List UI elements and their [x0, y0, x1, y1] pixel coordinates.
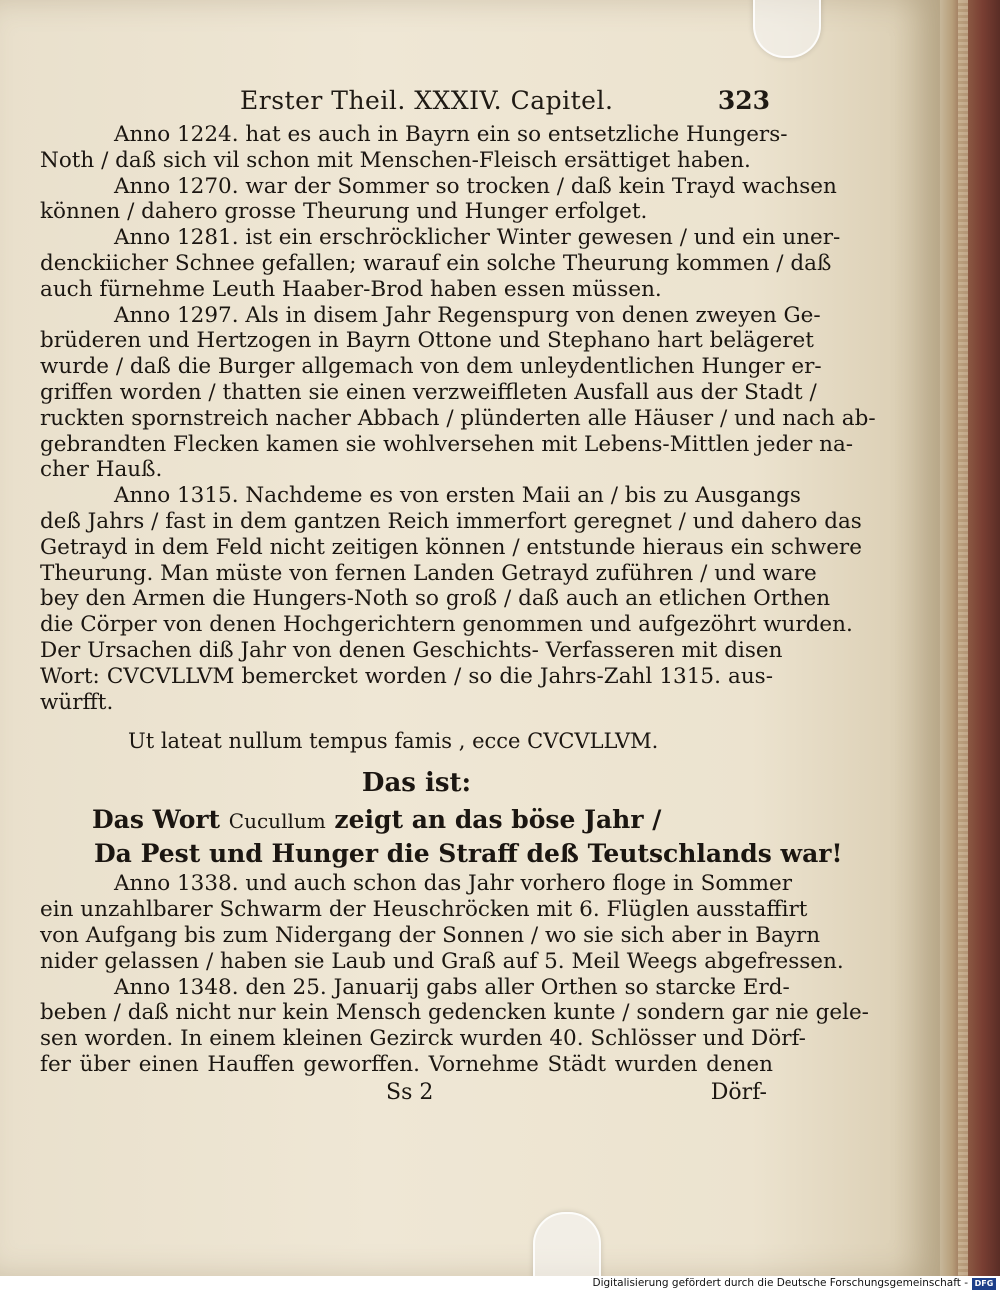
text-line: können / dahero grosse Theurung und Hunger erfolget. — [40, 199, 648, 225]
text-line: Wort: CVCVLLVM bemercket worden / so die Jahrs-Zahl 1315. aus- — [40, 663, 773, 689]
text-block-1 — [40, 122, 876, 715]
text-line: Anno 1348. den 25. Januarij gabs aller Orthen so starcke Erd- — [114, 974, 790, 1000]
text-line: Getrayd in dem Feld nicht zeitigen können / entstunde hieraus ein schwere — [40, 534, 862, 560]
text-line: fer über einen Hauffen geworffen. Vornehme Städt wurden denen — [40, 1051, 773, 1077]
motto-line: Ut lateat nullum tempus famis , ecce CVCVLLVM. — [128, 729, 659, 754]
text-line: Der Ursachen diß Jahr von denen Geschichts- Verfasseren mit disen — [40, 637, 783, 663]
das-ist-heading: Das ist: — [361, 768, 472, 799]
text-line: die Cörper von denen Hochgerichtern genommen und aufgezöhrt wurden. — [40, 612, 853, 638]
book-binding — [940, 0, 1000, 1276]
page-text — [40, 122, 876, 1108]
text-line: Anno 1270. war der Sommer so trocken / daß kein Trayd wachsen — [114, 173, 837, 199]
page-clip-bottom — [533, 1212, 601, 1286]
text-line: auch fürnehme Leuth Haaber-Brod haben essen müssen. — [40, 276, 662, 302]
dfg-logo: DFG — [972, 1278, 996, 1290]
text-line: Anno 1338. und auch schon das Jahr vorhero floge in Sommer — [114, 871, 793, 897]
funding-notice: Digitalisierung gefördert durch die Deutsche Forschungsgemeinschaft - — [592, 1277, 968, 1289]
verse-line-1-a: Das Wort — [92, 805, 229, 835]
running-head: Erster Theil. XXXIV. Capitel. — [240, 86, 614, 115]
text-line: beben / daß nicht nur kein Mensch gedencken kunte / sondern gar nie gele- — [40, 1000, 869, 1026]
text-line: denckiicher Schnee gefallen; warauf ein solche Theurung kommen / daß — [40, 250, 832, 276]
text-line: deß Jahrs / fast in dem gantzen Reich immerfort geregnet / und dahero das — [40, 508, 862, 534]
text-line: brüderen und Hertzogen in Bayrn Ottone und Stephano hart belägeret — [40, 328, 814, 354]
digitization-footer — [0, 1276, 1000, 1293]
signature-mark: Ss 2 — [386, 1079, 434, 1105]
catchword: Dörf- — [710, 1079, 767, 1105]
text-line: ruckten spornstreich nacher Abbach / plünderten alle Häuser / und nach ab- — [40, 405, 876, 431]
text-line: Anno 1224. hat es auch in Bayrn ein so entsetzliche Hungers- — [114, 122, 788, 147]
page-edges — [958, 0, 968, 1276]
text-line: griffen worden / thatten sie einen verzweiffleten Ausfall aus der Stadt / — [40, 379, 817, 405]
text-line: sen worden. In einem kleinen Gezirck wurden 40. Schlösser und Dörf- — [40, 1026, 806, 1052]
text-line: Theurung. Man müste von fernen Landen Getrayd zuführen / und ware — [40, 560, 817, 586]
verse-line-1-b: zeigt an das böse Jahr / — [325, 805, 662, 835]
page-number: 323 — [717, 86, 770, 115]
text-line: Anno 1297. Als in disem Jahr Regenspurg von denen zweyen Ge- — [114, 302, 821, 328]
text-line: bey den Armen die Hungers-Noth so groß / daß auch an etlichen Orthen — [40, 586, 831, 612]
text-line: ein unzahlbarer Schwarm der Heuschröcken mit 6. Flüglen ausstaffirt — [40, 897, 808, 923]
verse-line-2: Da Pest und Hunger die Straff deß Teutschlands war! — [94, 839, 843, 869]
text-block-2 — [40, 871, 869, 1077]
page-footer-line — [40, 1078, 773, 1108]
verse-line-1-antiqua: Cucullum — [228, 809, 326, 834]
text-line: gebrandten Flecken kamen sie wohlversehen mit Lebens-Mittlen jeder na- — [40, 431, 854, 457]
text-line: würfft. — [40, 689, 114, 715]
text-line: cher Hauß. — [40, 457, 163, 483]
text-line: Anno 1281. ist ein erschröcklicher Winter gewesen / und ein uner- — [114, 225, 841, 251]
page-clip-top — [753, 0, 821, 58]
verse-line-1 — [40, 803, 773, 837]
text-line: von Aufgang bis zum Nidergang der Sonnen / wo sie sich aber in Bayrn — [40, 922, 821, 948]
text-line: Noth / daß sich vil schon mit Menschen-Fleisch ersättiget haben. — [40, 147, 751, 173]
page-header — [40, 86, 770, 120]
text-line: nider gelassen / haben sie Laub und Graß auf 5. Meil Weegs abgefressen. — [40, 948, 844, 974]
text-line: wurde / daß die Burger allgemach von dem unleydentlichen Hunger er- — [40, 354, 822, 380]
text-line: Anno 1315. Nachdeme es von ersten Maii an / bis zu Ausgangs — [114, 483, 801, 509]
